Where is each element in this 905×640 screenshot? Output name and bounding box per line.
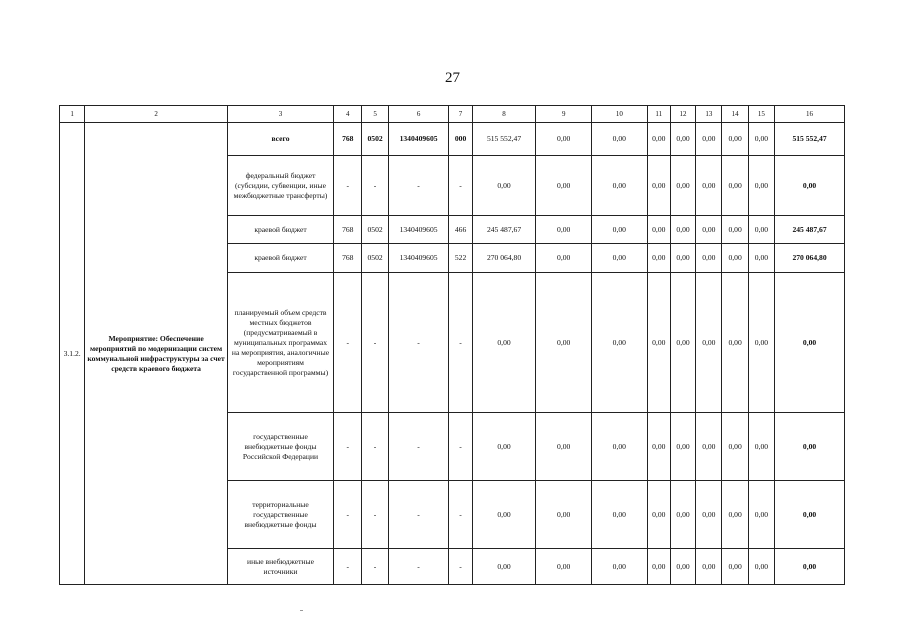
cell-c16: 515 552,47 xyxy=(775,123,845,156)
header-cell: 1 xyxy=(60,106,85,123)
cell-c7: 522 xyxy=(449,244,472,273)
cell-c11: 0,00 xyxy=(647,481,670,549)
cell-c6: - xyxy=(388,413,449,481)
cell-c15: 0,00 xyxy=(748,273,774,413)
cell-c12: 0,00 xyxy=(670,216,695,244)
header-cell: 15 xyxy=(748,106,774,123)
cell-c11: 0,00 xyxy=(647,123,670,156)
cell-c5: 0502 xyxy=(362,123,388,156)
cell-c8: 0,00 xyxy=(472,549,536,585)
cell-c10: 0,00 xyxy=(592,413,648,481)
header-cell: 13 xyxy=(696,106,722,123)
cell-c8: 0,00 xyxy=(472,156,536,216)
cell-c4: - xyxy=(334,549,362,585)
table-row xyxy=(60,123,845,156)
cell-c6: - xyxy=(388,156,449,216)
cell-c16: 0,00 xyxy=(775,413,845,481)
cell-c13: 0,00 xyxy=(696,413,722,481)
cell-c14: 0,00 xyxy=(722,273,748,413)
cell-c9: 0,00 xyxy=(536,244,592,273)
cell-c6: 1340409605 xyxy=(388,216,449,244)
cell-c15: 0,00 xyxy=(748,413,774,481)
cell-c9: 0,00 xyxy=(536,549,592,585)
cell-c13: 0,00 xyxy=(696,156,722,216)
header-cell: 5 xyxy=(362,106,388,123)
cell-c15: 0,00 xyxy=(748,123,774,156)
cell-c12: 0,00 xyxy=(670,549,695,585)
scan-artifact xyxy=(300,610,303,611)
cell-c10: 0,00 xyxy=(592,481,648,549)
cell-c9: 0,00 xyxy=(536,481,592,549)
cell-c9: 0,00 xyxy=(536,216,592,244)
cell-c11: 0,00 xyxy=(647,413,670,481)
cell-c7: - xyxy=(449,156,472,216)
cell-c13: 0,00 xyxy=(696,273,722,413)
cell-c7: 000 xyxy=(449,123,472,156)
funding-source: федеральный бюджет (субсидии, субвенции, иные межбюджетные трансферты) xyxy=(227,156,333,216)
cell-c10: 0,00 xyxy=(592,216,648,244)
cell-c10: 0,00 xyxy=(592,273,648,413)
cell-c8: 270 064,80 xyxy=(472,244,536,273)
header-cell: 3 xyxy=(227,106,333,123)
cell-c6: - xyxy=(388,481,449,549)
cell-c9: 0,00 xyxy=(536,413,592,481)
cell-c4: 768 xyxy=(334,216,362,244)
cell-c10: 0,00 xyxy=(592,123,648,156)
header-cell: 8 xyxy=(472,106,536,123)
cell-c8: 0,00 xyxy=(472,481,536,549)
cell-c6: 1340409605 xyxy=(388,244,449,273)
cell-c9: 0,00 xyxy=(536,156,592,216)
cell-c13: 0,00 xyxy=(696,123,722,156)
cell-c13: 0,00 xyxy=(696,549,722,585)
header-cell: 6 xyxy=(388,106,449,123)
cell-c6: - xyxy=(388,273,449,413)
cell-c12: 0,00 xyxy=(670,273,695,413)
cell-c15: 0,00 xyxy=(748,216,774,244)
cell-c11: 0,00 xyxy=(647,549,670,585)
cell-c4: 768 xyxy=(334,244,362,273)
header-cell: 10 xyxy=(592,106,648,123)
funding-source: планируемый объем средств местных бюджетов (предусматриваемый в муниципальных программах на мероприятия, аналогичные мероприятиям государственной программы) xyxy=(227,273,333,413)
funding-table xyxy=(59,105,845,585)
cell-c12: 0,00 xyxy=(670,123,695,156)
header-cell: 12 xyxy=(670,106,695,123)
cell-c12: 0,00 xyxy=(670,481,695,549)
cell-c14: 0,00 xyxy=(722,244,748,273)
cell-c6: - xyxy=(388,549,449,585)
cell-c9: 0,00 xyxy=(536,123,592,156)
funding-source: государственные внебюджетные фонды Российской Федерации xyxy=(227,413,333,481)
item-number: 3.1.2. xyxy=(60,123,85,585)
cell-c14: 0,00 xyxy=(722,156,748,216)
cell-c12: 0,00 xyxy=(670,413,695,481)
cell-c16: 245 487,67 xyxy=(775,216,845,244)
cell-c14: 0,00 xyxy=(722,549,748,585)
cell-c6: 1340409605 xyxy=(388,123,449,156)
cell-c13: 0,00 xyxy=(696,481,722,549)
cell-c16: 270 064,80 xyxy=(775,244,845,273)
cell-c8: 0,00 xyxy=(472,273,536,413)
cell-c15: 0,00 xyxy=(748,156,774,216)
cell-c5: - xyxy=(362,481,388,549)
cell-c7: - xyxy=(449,413,472,481)
cell-c8: 245 487,67 xyxy=(472,216,536,244)
measure-description: Мероприятие: Обеспечение мероприятий по модернизации систем коммунальной инфраструктуры за счет средств краевого бюджета xyxy=(85,123,228,585)
page-number: 27 xyxy=(445,70,460,86)
cell-c4: - xyxy=(334,273,362,413)
cell-c15: 0,00 xyxy=(748,549,774,585)
cell-c7: - xyxy=(449,549,472,585)
cell-c5: 0502 xyxy=(362,244,388,273)
header-cell: 11 xyxy=(647,106,670,123)
header-cell: 4 xyxy=(334,106,362,123)
cell-c10: 0,00 xyxy=(592,156,648,216)
header-cell: 2 xyxy=(85,106,228,123)
cell-c5: - xyxy=(362,413,388,481)
cell-c5: - xyxy=(362,273,388,413)
cell-c9: 0,00 xyxy=(536,273,592,413)
cell-c10: 0,00 xyxy=(592,549,648,585)
cell-c16: 0,00 xyxy=(775,549,845,585)
cell-c13: 0,00 xyxy=(696,216,722,244)
cell-c8: 0,00 xyxy=(472,413,536,481)
cell-c12: 0,00 xyxy=(670,156,695,216)
table-header-row xyxy=(60,106,845,123)
funding-source: всего xyxy=(227,123,333,156)
cell-c14: 0,00 xyxy=(722,216,748,244)
cell-c4: - xyxy=(334,156,362,216)
cell-c14: 0,00 xyxy=(722,123,748,156)
cell-c11: 0,00 xyxy=(647,216,670,244)
cell-c13: 0,00 xyxy=(696,244,722,273)
funding-source: краевой бюджет xyxy=(227,244,333,273)
cell-c14: 0,00 xyxy=(722,413,748,481)
header-cell: 7 xyxy=(449,106,472,123)
cell-c5: 0502 xyxy=(362,216,388,244)
funding-source: краевой бюджет xyxy=(227,216,333,244)
cell-c16: 0,00 xyxy=(775,156,845,216)
cell-c10: 0,00 xyxy=(592,244,648,273)
cell-c4: 768 xyxy=(334,123,362,156)
cell-c14: 0,00 xyxy=(722,481,748,549)
funding-source: иные внебюджетные источники xyxy=(227,549,333,585)
cell-c15: 0,00 xyxy=(748,481,774,549)
cell-c7: - xyxy=(449,273,472,413)
cell-c7: 466 xyxy=(449,216,472,244)
cell-c11: 0,00 xyxy=(647,273,670,413)
cell-c8: 515 552,47 xyxy=(472,123,536,156)
cell-c12: 0,00 xyxy=(670,244,695,273)
cell-c4: - xyxy=(334,413,362,481)
header-cell: 16 xyxy=(775,106,845,123)
cell-c16: 0,00 xyxy=(775,273,845,413)
cell-c16: 0,00 xyxy=(775,481,845,549)
cell-c5: - xyxy=(362,156,388,216)
funding-source: территориальные государственные внебюджетные фонды xyxy=(227,481,333,549)
cell-c4: - xyxy=(334,481,362,549)
header-cell: 14 xyxy=(722,106,748,123)
cell-c11: 0,00 xyxy=(647,156,670,216)
cell-c7: - xyxy=(449,481,472,549)
header-cell: 9 xyxy=(536,106,592,123)
cell-c11: 0,00 xyxy=(647,244,670,273)
cell-c5: - xyxy=(362,549,388,585)
cell-c15: 0,00 xyxy=(748,244,774,273)
